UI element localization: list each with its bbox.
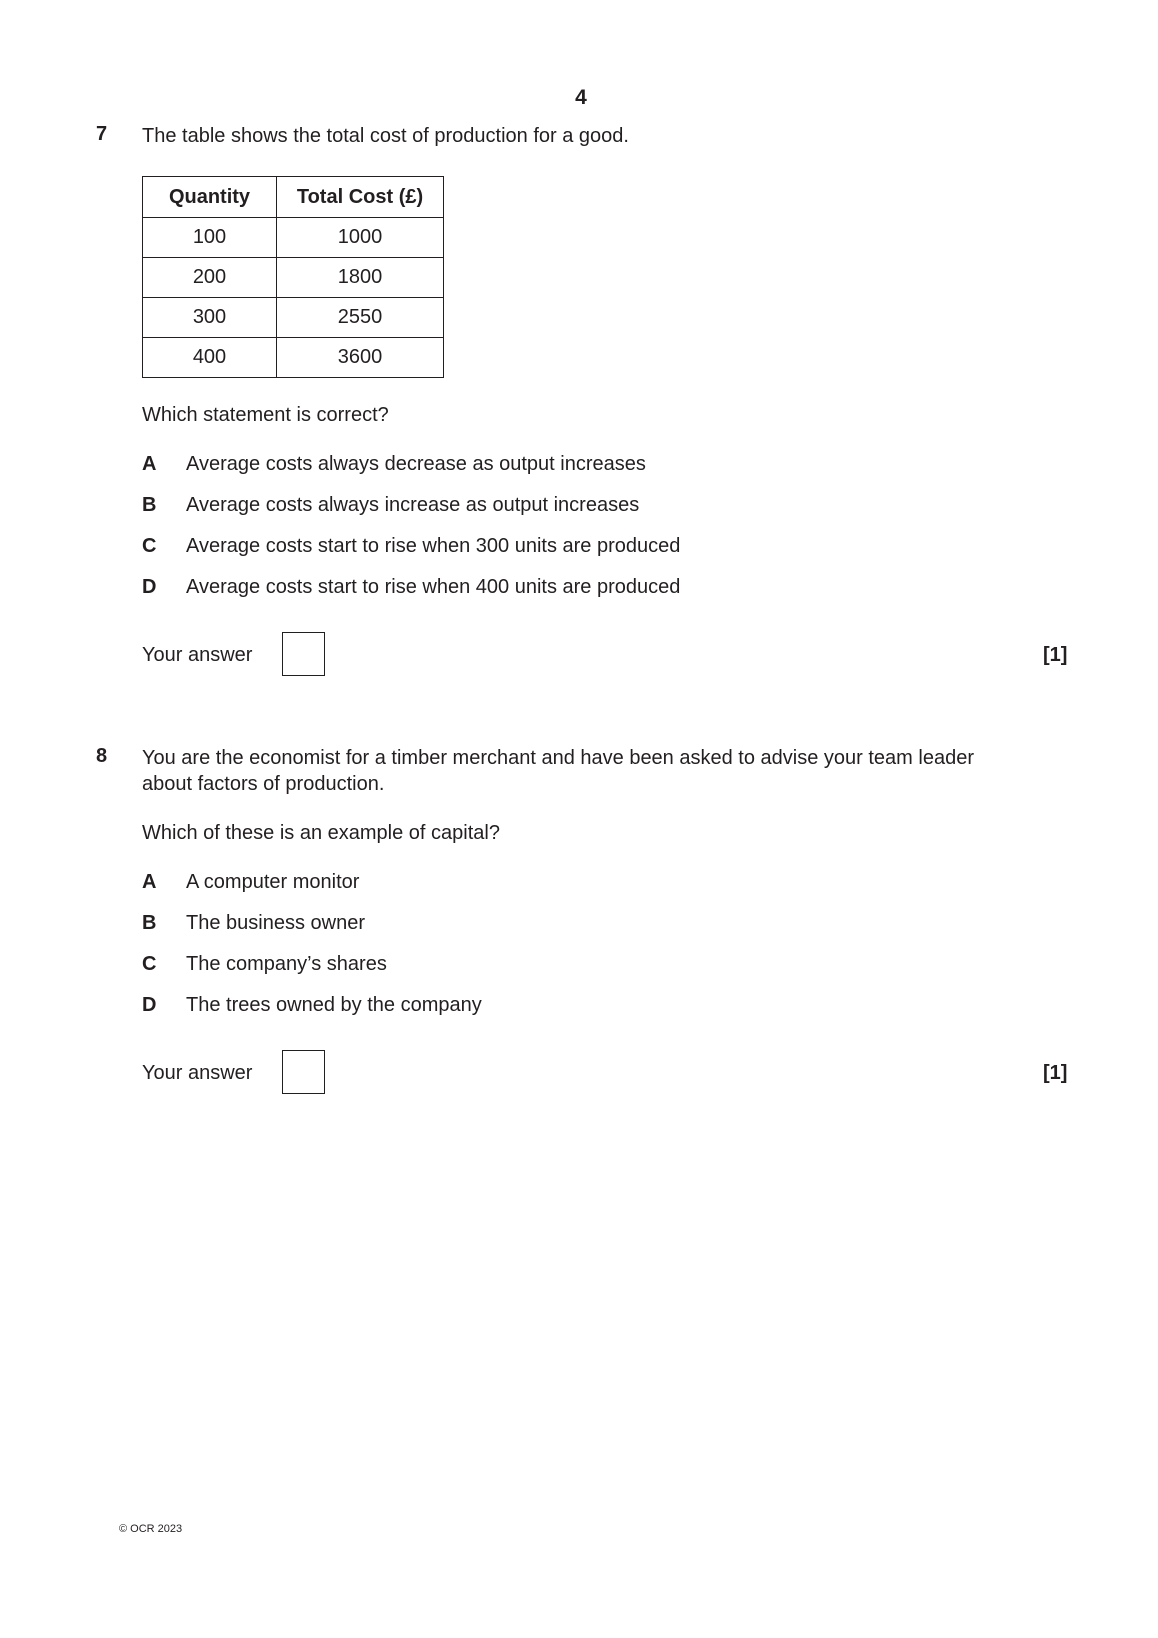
- option-letter: A: [142, 453, 157, 475]
- table-row: [143, 338, 444, 378]
- table-header-quantity: Quantity: [143, 177, 277, 218]
- question-stem: The table shows the total cost of production for a good.: [142, 125, 629, 147]
- table-row: [143, 218, 444, 258]
- option-text: The business owner: [186, 912, 365, 934]
- option-text: Average costs start to rise when 400 units are produced: [186, 576, 681, 598]
- cost-table: [142, 176, 444, 378]
- answer-label: Your answer: [142, 644, 253, 666]
- quantity-cell: 300: [143, 298, 277, 338]
- option-a: [142, 871, 359, 894]
- option-letter: B: [142, 912, 157, 934]
- option-text: Average costs start to rise when 300 units are produced: [186, 535, 681, 557]
- option-letter: C: [142, 535, 157, 557]
- table-row: [143, 258, 444, 298]
- option-c: [142, 953, 387, 976]
- table-row: [143, 298, 444, 338]
- question-stem-line-1: You are the economist for a timber merchant and have been asked to advise your team leader: [142, 747, 974, 769]
- total-cost-cell: 3600: [277, 338, 444, 378]
- question-stem-line-2: about factors of production.: [142, 773, 385, 795]
- quantity-cell: 400: [143, 338, 277, 378]
- option-text: The company’s shares: [186, 953, 387, 975]
- option-text: Average costs always decrease as output increases: [186, 453, 646, 475]
- option-b: [142, 912, 365, 935]
- option-d: [142, 994, 482, 1017]
- page-number: 4: [575, 86, 587, 109]
- answer-box[interactable]: [282, 1050, 325, 1094]
- total-cost-cell: 1000: [277, 218, 444, 258]
- question-number: 8: [96, 745, 108, 767]
- question-prompt: Which of these is an example of capital?: [142, 822, 500, 844]
- marks-label: [1]: [1043, 1062, 1068, 1084]
- option-letter: D: [142, 994, 157, 1016]
- option-letter: B: [142, 494, 157, 516]
- question-number: 7: [96, 123, 108, 145]
- copyright-footer: © OCR 2023: [119, 1523, 183, 1535]
- total-cost-cell: 2550: [277, 298, 444, 338]
- option-c: [142, 535, 680, 558]
- quantity-cell: 200: [143, 258, 277, 298]
- option-letter: D: [142, 576, 157, 598]
- answer-label: Your answer: [142, 1062, 253, 1084]
- question-prompt: Which statement is correct?: [142, 404, 389, 426]
- table-header-total-cost: Total Cost (£): [277, 177, 444, 218]
- option-text: Average costs always increase as output increases: [186, 494, 640, 516]
- option-letter: A: [142, 871, 157, 893]
- option-d: [142, 576, 680, 599]
- quantity-cell: 100: [143, 218, 277, 258]
- option-letter: C: [142, 953, 157, 975]
- total-cost-cell: 1800: [277, 258, 444, 298]
- option-text: A computer monitor: [186, 871, 360, 893]
- table-header-row: [143, 177, 444, 218]
- option-b: [142, 494, 639, 517]
- answer-box[interactable]: [282, 632, 325, 676]
- option-text: The trees owned by the company: [186, 994, 482, 1016]
- marks-label: [1]: [1043, 644, 1068, 666]
- option-a: [142, 453, 646, 476]
